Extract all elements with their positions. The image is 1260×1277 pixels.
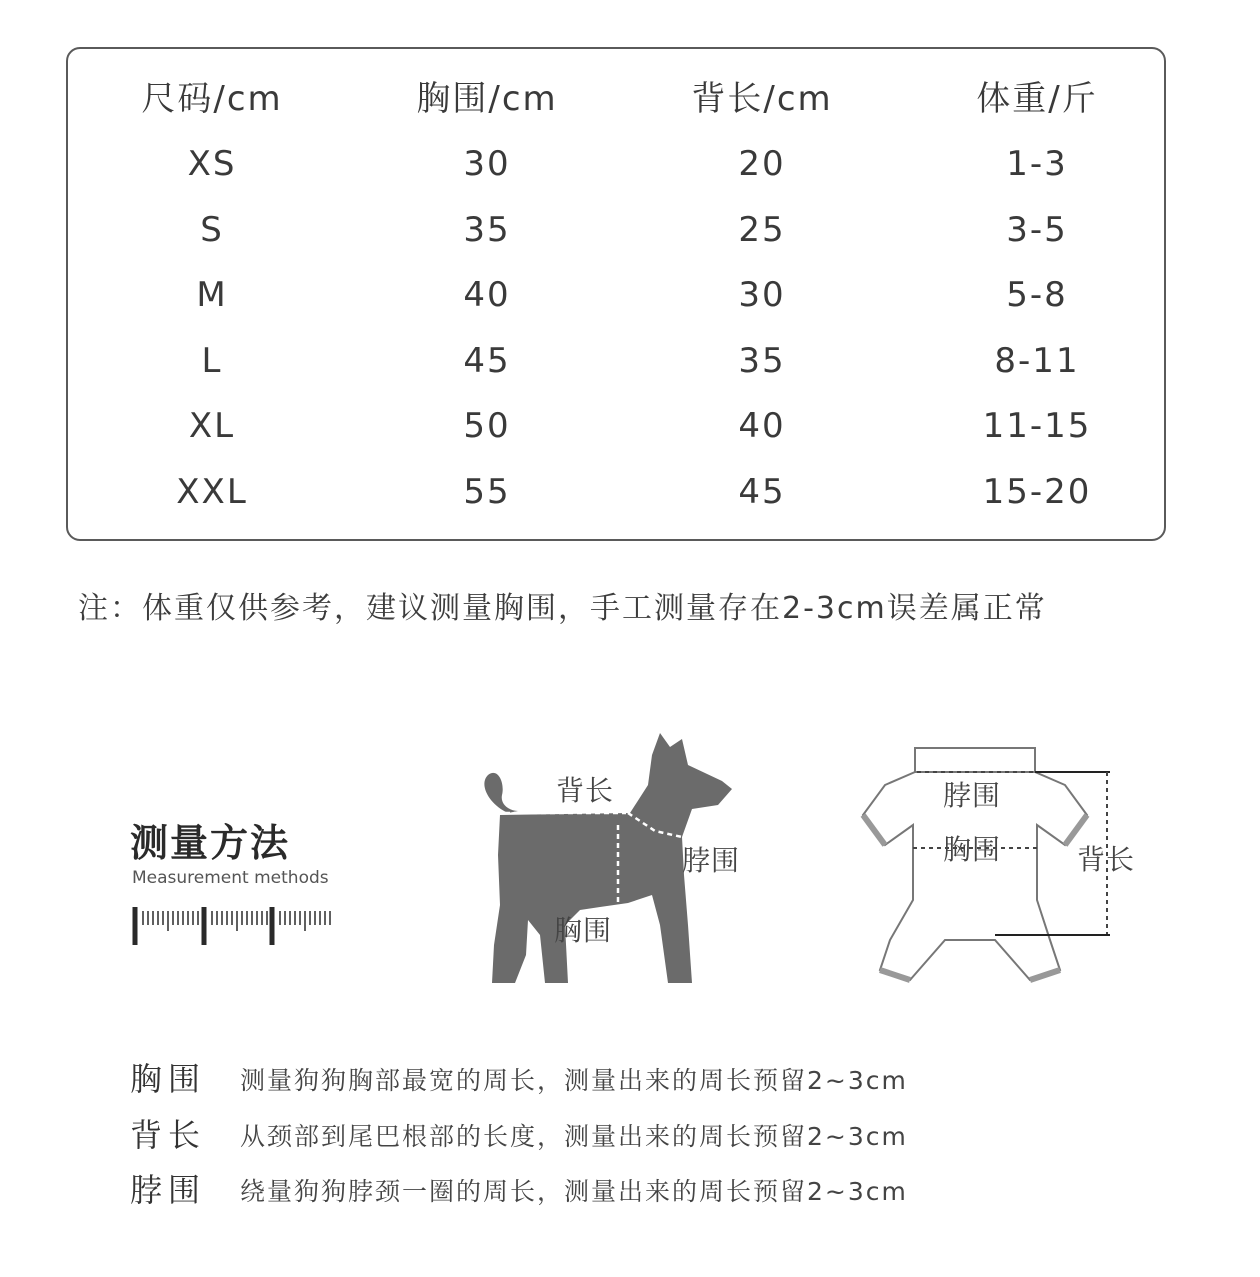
table-header: 尺码/cm [141,79,283,119]
outfit-neck-label: 脖围 [943,779,1002,812]
dog-diagram [470,725,770,995]
definition-text: 从颈部到尾巴根部的长度，测量出来的周长预留2~3cm [240,1122,908,1151]
outfit-back-label: 背长 [1077,843,1136,876]
table-cell: 11-15 [982,406,1092,446]
table-cell: 30 [463,144,511,184]
table-cell: XL [188,406,236,446]
table-cell: 40 [738,406,786,446]
table-cell: 15-20 [982,472,1092,512]
method-subtitle: Measurement methods [132,868,329,888]
definition-text: 测量狗狗胸部最宽的周长，测量出来的周长预留2~3cm [240,1066,908,1095]
table-header: 胸围/cm [416,79,558,119]
table-cell: 30 [738,275,786,315]
size-note: 注：体重仅供参考，建议测量胸围，手工测量存在2-3cm误差属正常 [78,591,1047,626]
definition-text: 绕量狗狗脖颈一圈的周长，测量出来的周长预留2~3cm [240,1177,908,1206]
dog-neck-label: 脖围 [682,844,741,877]
definition-term: 胸围 [130,1060,207,1098]
table-cell: L [201,341,223,381]
table-cell: 35 [463,210,511,250]
table-cell: M [196,275,228,315]
table-cell: 5-8 [1006,275,1068,315]
table-cell: S [200,210,224,250]
outfit-chest-label: 胸围 [943,833,1002,866]
table-cell: 45 [738,472,786,512]
table-cell: 40 [463,275,511,315]
dog-back-label: 背长 [556,774,615,807]
definition-term: 背长 [130,1116,207,1154]
outfit-diagram [855,740,1145,990]
table-cell: 50 [463,406,511,446]
definition-term: 脖围 [130,1171,207,1209]
table-cell: 45 [463,341,511,381]
ruler-icon [130,905,340,949]
table-header: 体重/斤 [976,79,1098,119]
size-table [66,47,1166,541]
table-cell: XS [187,144,237,184]
table-cell: 25 [738,210,786,250]
table-cell: 35 [738,341,786,381]
table-cell: 55 [463,472,511,512]
table-cell: 8-11 [994,341,1080,381]
table-cell: 3-5 [1006,210,1068,250]
dog-chest-label: 胸围 [554,914,613,947]
table-cell: 1-3 [1006,144,1068,184]
method-title: 测量方法 [130,821,291,865]
table-cell: 20 [738,144,786,184]
table-cell: XXL [176,472,248,512]
table-header: 背长/cm [691,79,833,119]
